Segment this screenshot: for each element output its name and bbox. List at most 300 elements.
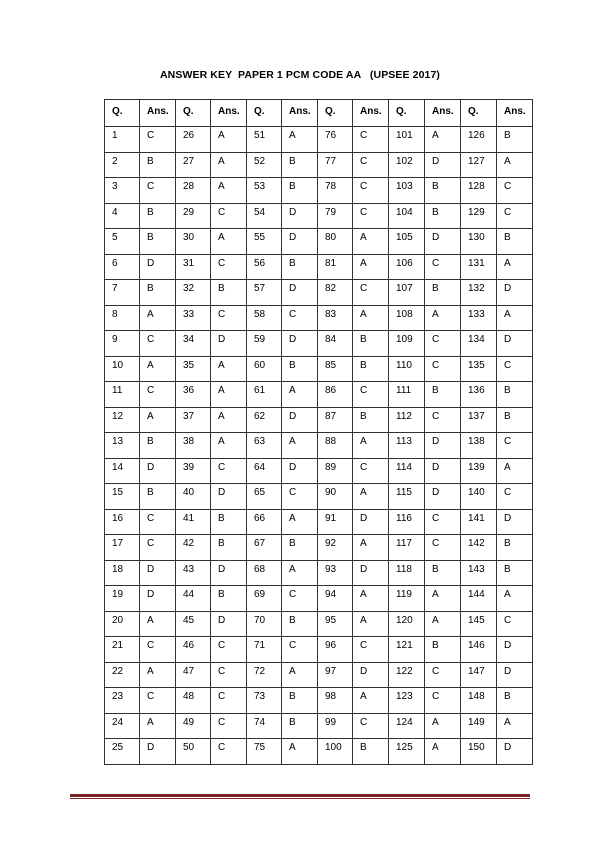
- question-number-cell: 30: [176, 229, 211, 255]
- answer-cell: D: [425, 484, 461, 510]
- answer-cell: D: [497, 509, 533, 535]
- answer-cell: B: [282, 611, 318, 637]
- question-number-cell: 111: [389, 382, 425, 408]
- question-number-cell: 22: [105, 662, 140, 688]
- question-number-cell: 36: [176, 382, 211, 408]
- answer-cell: D: [282, 458, 318, 484]
- answer-cell: C: [211, 637, 247, 663]
- answer-cell: C: [425, 509, 461, 535]
- header-answer: Ans.: [353, 100, 389, 127]
- answer-cell: A: [353, 484, 389, 510]
- question-number-cell: 133: [461, 305, 497, 331]
- answer-cell: C: [282, 586, 318, 612]
- header-answer: Ans.: [140, 100, 176, 127]
- table-row: [105, 229, 533, 255]
- question-number-cell: 95: [318, 611, 353, 637]
- question-number-cell: 16: [105, 509, 140, 535]
- question-number-cell: 145: [461, 611, 497, 637]
- question-number-cell: 25: [105, 739, 140, 765]
- question-number-cell: 14: [105, 458, 140, 484]
- answer-cell: C: [211, 713, 247, 739]
- question-number-cell: 20: [105, 611, 140, 637]
- answer-cell: C: [353, 713, 389, 739]
- answer-cell: D: [140, 458, 176, 484]
- answer-cell: C: [140, 535, 176, 561]
- answer-cell: D: [425, 152, 461, 178]
- question-number-cell: 114: [389, 458, 425, 484]
- table-row: [105, 305, 533, 331]
- answer-cell: B: [425, 178, 461, 204]
- question-number-cell: 24: [105, 713, 140, 739]
- answer-cell: D: [497, 739, 533, 765]
- footer-rule-thick: [70, 794, 530, 797]
- question-number-cell: 72: [247, 662, 282, 688]
- question-number-cell: 13: [105, 433, 140, 459]
- answer-cell: A: [140, 713, 176, 739]
- answer-cell: B: [282, 152, 318, 178]
- answer-cell: A: [425, 739, 461, 765]
- question-number-cell: 3: [105, 178, 140, 204]
- question-number-cell: 48: [176, 688, 211, 714]
- question-number-cell: 119: [389, 586, 425, 612]
- question-number-cell: 70: [247, 611, 282, 637]
- answer-cell: C: [497, 356, 533, 382]
- answer-cell: A: [353, 254, 389, 280]
- table-header-row: [105, 100, 533, 127]
- question-number-cell: 54: [247, 203, 282, 229]
- answer-cell: B: [211, 586, 247, 612]
- footer-rule-thin: [70, 798, 530, 799]
- question-number-cell: 132: [461, 280, 497, 306]
- answer-cell: B: [282, 688, 318, 714]
- question-number-cell: 21: [105, 637, 140, 663]
- question-number-cell: 33: [176, 305, 211, 331]
- question-number-cell: 138: [461, 433, 497, 459]
- answer-cell: C: [497, 484, 533, 510]
- answer-cell: C: [353, 280, 389, 306]
- question-number-cell: 125: [389, 739, 425, 765]
- answer-cell: B: [211, 280, 247, 306]
- answer-cell: C: [211, 203, 247, 229]
- answer-cell: D: [211, 331, 247, 357]
- question-number-cell: 61: [247, 382, 282, 408]
- answer-cell: C: [282, 305, 318, 331]
- question-number-cell: 15: [105, 484, 140, 510]
- question-number-cell: 27: [176, 152, 211, 178]
- answer-cell: A: [211, 229, 247, 255]
- question-number-cell: 76: [318, 127, 353, 153]
- table-row: [105, 127, 533, 153]
- question-number-cell: 148: [461, 688, 497, 714]
- header-question: Q.: [318, 100, 353, 127]
- answer-cell: A: [353, 688, 389, 714]
- answer-cell: B: [497, 688, 533, 714]
- question-number-cell: 35: [176, 356, 211, 382]
- answer-cell: D: [140, 586, 176, 612]
- question-number-cell: 149: [461, 713, 497, 739]
- answer-cell: C: [425, 407, 461, 433]
- question-number-cell: 51: [247, 127, 282, 153]
- table-row: [105, 688, 533, 714]
- answer-cell: A: [211, 178, 247, 204]
- answer-cell: C: [140, 688, 176, 714]
- question-number-cell: 39: [176, 458, 211, 484]
- answer-cell: B: [425, 560, 461, 586]
- table-row: [105, 280, 533, 306]
- question-number-cell: 66: [247, 509, 282, 535]
- question-number-cell: 9: [105, 331, 140, 357]
- question-number-cell: 26: [176, 127, 211, 153]
- answer-cell: D: [425, 433, 461, 459]
- question-number-cell: 43: [176, 560, 211, 586]
- answer-cell: B: [140, 152, 176, 178]
- question-number-cell: 90: [318, 484, 353, 510]
- question-number-cell: 53: [247, 178, 282, 204]
- table-row: [105, 407, 533, 433]
- answer-cell: C: [497, 433, 533, 459]
- question-number-cell: 78: [318, 178, 353, 204]
- question-number-cell: 94: [318, 586, 353, 612]
- question-number-cell: 62: [247, 407, 282, 433]
- answer-cell: D: [353, 509, 389, 535]
- question-number-cell: 59: [247, 331, 282, 357]
- table-row: [105, 203, 533, 229]
- question-number-cell: 68: [247, 560, 282, 586]
- table-body: [105, 127, 533, 765]
- answer-cell: C: [211, 305, 247, 331]
- question-number-cell: 71: [247, 637, 282, 663]
- question-number-cell: 106: [389, 254, 425, 280]
- question-number-cell: 110: [389, 356, 425, 382]
- answer-cell: C: [425, 535, 461, 561]
- answer-cell: A: [425, 586, 461, 612]
- table-row: [105, 509, 533, 535]
- answer-cell: C: [211, 688, 247, 714]
- table-row: [105, 458, 533, 484]
- question-number-cell: 23: [105, 688, 140, 714]
- question-number-cell: 58: [247, 305, 282, 331]
- answer-cell: A: [497, 586, 533, 612]
- answer-cell: B: [497, 382, 533, 408]
- table-row: [105, 586, 533, 612]
- answer-cell: A: [353, 586, 389, 612]
- question-number-cell: 131: [461, 254, 497, 280]
- answer-cell: B: [282, 713, 318, 739]
- answer-cell: B: [282, 254, 318, 280]
- answer-cell: A: [140, 407, 176, 433]
- question-number-cell: 139: [461, 458, 497, 484]
- question-number-cell: 73: [247, 688, 282, 714]
- question-number-cell: 101: [389, 127, 425, 153]
- answer-cell: A: [353, 229, 389, 255]
- answer-cell: C: [353, 178, 389, 204]
- question-number-cell: 107: [389, 280, 425, 306]
- question-number-cell: 34: [176, 331, 211, 357]
- question-number-cell: 11: [105, 382, 140, 408]
- table-row: [105, 433, 533, 459]
- question-number-cell: 120: [389, 611, 425, 637]
- question-number-cell: 74: [247, 713, 282, 739]
- question-number-cell: 141: [461, 509, 497, 535]
- question-number-cell: 97: [318, 662, 353, 688]
- header-question: Q.: [247, 100, 282, 127]
- question-number-cell: 112: [389, 407, 425, 433]
- table-row: [105, 560, 533, 586]
- question-number-cell: 7: [105, 280, 140, 306]
- question-number-cell: 44: [176, 586, 211, 612]
- answer-cell: A: [282, 127, 318, 153]
- question-number-cell: 57: [247, 280, 282, 306]
- answer-cell: B: [425, 637, 461, 663]
- answer-cell: D: [353, 662, 389, 688]
- answer-cell: A: [425, 611, 461, 637]
- answer-cell: C: [140, 127, 176, 153]
- answer-cell: B: [425, 382, 461, 408]
- answer-cell: D: [497, 280, 533, 306]
- question-number-cell: 146: [461, 637, 497, 663]
- answer-cell: D: [497, 331, 533, 357]
- question-number-cell: 6: [105, 254, 140, 280]
- answer-cell: B: [282, 535, 318, 561]
- answer-cell: C: [211, 254, 247, 280]
- table-row: [105, 662, 533, 688]
- question-number-cell: 143: [461, 560, 497, 586]
- question-number-cell: 115: [389, 484, 425, 510]
- answer-cell: A: [497, 254, 533, 280]
- question-number-cell: 18: [105, 560, 140, 586]
- answer-cell: B: [425, 280, 461, 306]
- answer-cell: A: [211, 382, 247, 408]
- question-number-cell: 75: [247, 739, 282, 765]
- table-row: [105, 356, 533, 382]
- question-number-cell: 55: [247, 229, 282, 255]
- answer-cell: C: [353, 458, 389, 484]
- question-number-cell: 105: [389, 229, 425, 255]
- question-number-cell: 108: [389, 305, 425, 331]
- question-number-cell: 96: [318, 637, 353, 663]
- question-number-cell: 2: [105, 152, 140, 178]
- answer-cell: B: [353, 407, 389, 433]
- answer-cell: D: [211, 611, 247, 637]
- answer-cell: A: [425, 305, 461, 331]
- question-number-cell: 8: [105, 305, 140, 331]
- question-number-cell: 122: [389, 662, 425, 688]
- table-row: [105, 739, 533, 765]
- answer-cell: B: [497, 229, 533, 255]
- answer-cell: D: [353, 560, 389, 586]
- table-row: [105, 484, 533, 510]
- answer-cell: A: [282, 509, 318, 535]
- answer-cell: C: [497, 611, 533, 637]
- question-number-cell: 4: [105, 203, 140, 229]
- answer-cell: B: [282, 356, 318, 382]
- table-row: [105, 637, 533, 663]
- question-number-cell: 5: [105, 229, 140, 255]
- question-number-cell: 118: [389, 560, 425, 586]
- question-number-cell: 117: [389, 535, 425, 561]
- answer-cell: A: [140, 356, 176, 382]
- answer-cell: D: [140, 739, 176, 765]
- answer-cell: C: [497, 178, 533, 204]
- question-number-cell: 80: [318, 229, 353, 255]
- question-number-cell: 93: [318, 560, 353, 586]
- answer-cell: A: [140, 305, 176, 331]
- answer-cell: A: [353, 535, 389, 561]
- header-question: Q.: [389, 100, 425, 127]
- question-number-cell: 10: [105, 356, 140, 382]
- answer-cell: A: [211, 152, 247, 178]
- question-number-cell: 102: [389, 152, 425, 178]
- answer-cell: D: [497, 637, 533, 663]
- answer-cell: D: [425, 229, 461, 255]
- question-number-cell: 12: [105, 407, 140, 433]
- question-number-cell: 64: [247, 458, 282, 484]
- question-number-cell: 77: [318, 152, 353, 178]
- answer-cell: B: [211, 535, 247, 561]
- question-number-cell: 40: [176, 484, 211, 510]
- answer-cell: C: [353, 637, 389, 663]
- answer-cell: B: [353, 331, 389, 357]
- question-number-cell: 99: [318, 713, 353, 739]
- answer-cell: A: [282, 662, 318, 688]
- question-number-cell: 130: [461, 229, 497, 255]
- question-number-cell: 126: [461, 127, 497, 153]
- question-number-cell: 129: [461, 203, 497, 229]
- question-number-cell: 83: [318, 305, 353, 331]
- table-row: [105, 178, 533, 204]
- answer-cell: C: [425, 688, 461, 714]
- question-number-cell: 29: [176, 203, 211, 229]
- answer-cell: B: [140, 280, 176, 306]
- answer-cell: A: [211, 433, 247, 459]
- answer-cell: D: [282, 229, 318, 255]
- answer-cell: A: [353, 433, 389, 459]
- answer-cell: C: [211, 662, 247, 688]
- answer-cell: B: [497, 535, 533, 561]
- table-row: [105, 331, 533, 357]
- question-number-cell: 1: [105, 127, 140, 153]
- question-number-cell: 140: [461, 484, 497, 510]
- answer-cell: B: [211, 509, 247, 535]
- answer-cell: A: [211, 356, 247, 382]
- answer-cell: A: [425, 127, 461, 153]
- question-number-cell: 104: [389, 203, 425, 229]
- header-answer: Ans.: [497, 100, 533, 127]
- answer-cell: D: [140, 254, 176, 280]
- answer-cell: C: [282, 637, 318, 663]
- answer-cell: A: [497, 458, 533, 484]
- table-row: [105, 611, 533, 637]
- answer-cell: D: [211, 484, 247, 510]
- table-row: [105, 254, 533, 280]
- question-number-cell: 128: [461, 178, 497, 204]
- header-question: Q.: [461, 100, 497, 127]
- question-number-cell: 98: [318, 688, 353, 714]
- answer-cell: C: [425, 662, 461, 688]
- question-number-cell: 38: [176, 433, 211, 459]
- question-number-cell: 82: [318, 280, 353, 306]
- answer-cell: A: [282, 382, 318, 408]
- question-number-cell: 67: [247, 535, 282, 561]
- question-number-cell: 100: [318, 739, 353, 765]
- question-number-cell: 32: [176, 280, 211, 306]
- question-number-cell: 19: [105, 586, 140, 612]
- answer-cell: C: [353, 152, 389, 178]
- answer-cell: C: [425, 254, 461, 280]
- question-number-cell: 81: [318, 254, 353, 280]
- question-number-cell: 63: [247, 433, 282, 459]
- answer-cell: D: [282, 280, 318, 306]
- question-number-cell: 88: [318, 433, 353, 459]
- answer-cell: A: [211, 127, 247, 153]
- answer-cell: A: [497, 305, 533, 331]
- answer-cell: A: [282, 560, 318, 586]
- header-question: Q.: [176, 100, 211, 127]
- answer-cell: D: [140, 560, 176, 586]
- answer-cell: C: [140, 331, 176, 357]
- question-number-cell: 121: [389, 637, 425, 663]
- answer-cell: A: [282, 433, 318, 459]
- question-number-cell: 85: [318, 356, 353, 382]
- answer-cell: D: [282, 331, 318, 357]
- answer-cell: C: [282, 484, 318, 510]
- question-number-cell: 28: [176, 178, 211, 204]
- answer-cell: B: [140, 433, 176, 459]
- answer-cell: B: [497, 127, 533, 153]
- answer-cell: D: [425, 458, 461, 484]
- answer-cell: B: [425, 203, 461, 229]
- answer-cell: A: [425, 713, 461, 739]
- answer-cell: C: [140, 637, 176, 663]
- header-answer: Ans.: [211, 100, 247, 127]
- answer-cell: B: [282, 178, 318, 204]
- answer-cell: B: [353, 739, 389, 765]
- question-number-cell: 84: [318, 331, 353, 357]
- answer-cell: C: [353, 382, 389, 408]
- question-number-cell: 142: [461, 535, 497, 561]
- answer-cell: A: [140, 662, 176, 688]
- answer-cell: A: [282, 739, 318, 765]
- question-number-cell: 42: [176, 535, 211, 561]
- answer-cell: B: [140, 484, 176, 510]
- question-number-cell: 109: [389, 331, 425, 357]
- question-number-cell: 37: [176, 407, 211, 433]
- answer-cell: D: [282, 203, 318, 229]
- header-answer: Ans.: [425, 100, 461, 127]
- answer-cell: B: [497, 407, 533, 433]
- question-number-cell: 79: [318, 203, 353, 229]
- question-number-cell: 86: [318, 382, 353, 408]
- question-number-cell: 113: [389, 433, 425, 459]
- answer-cell: A: [211, 407, 247, 433]
- answer-cell: A: [140, 611, 176, 637]
- question-number-cell: 31: [176, 254, 211, 280]
- question-number-cell: 135: [461, 356, 497, 382]
- page-title: ANSWER KEY PAPER 1 PCM CODE AA (UPSEE 2017): [160, 69, 440, 81]
- answer-cell: D: [497, 662, 533, 688]
- question-number-cell: 144: [461, 586, 497, 612]
- question-number-cell: 89: [318, 458, 353, 484]
- question-number-cell: 91: [318, 509, 353, 535]
- answer-cell: C: [353, 127, 389, 153]
- question-number-cell: 69: [247, 586, 282, 612]
- question-number-cell: 116: [389, 509, 425, 535]
- answer-cell: D: [211, 560, 247, 586]
- question-number-cell: 17: [105, 535, 140, 561]
- question-number-cell: 52: [247, 152, 282, 178]
- table-row: [105, 713, 533, 739]
- answer-cell: C: [497, 203, 533, 229]
